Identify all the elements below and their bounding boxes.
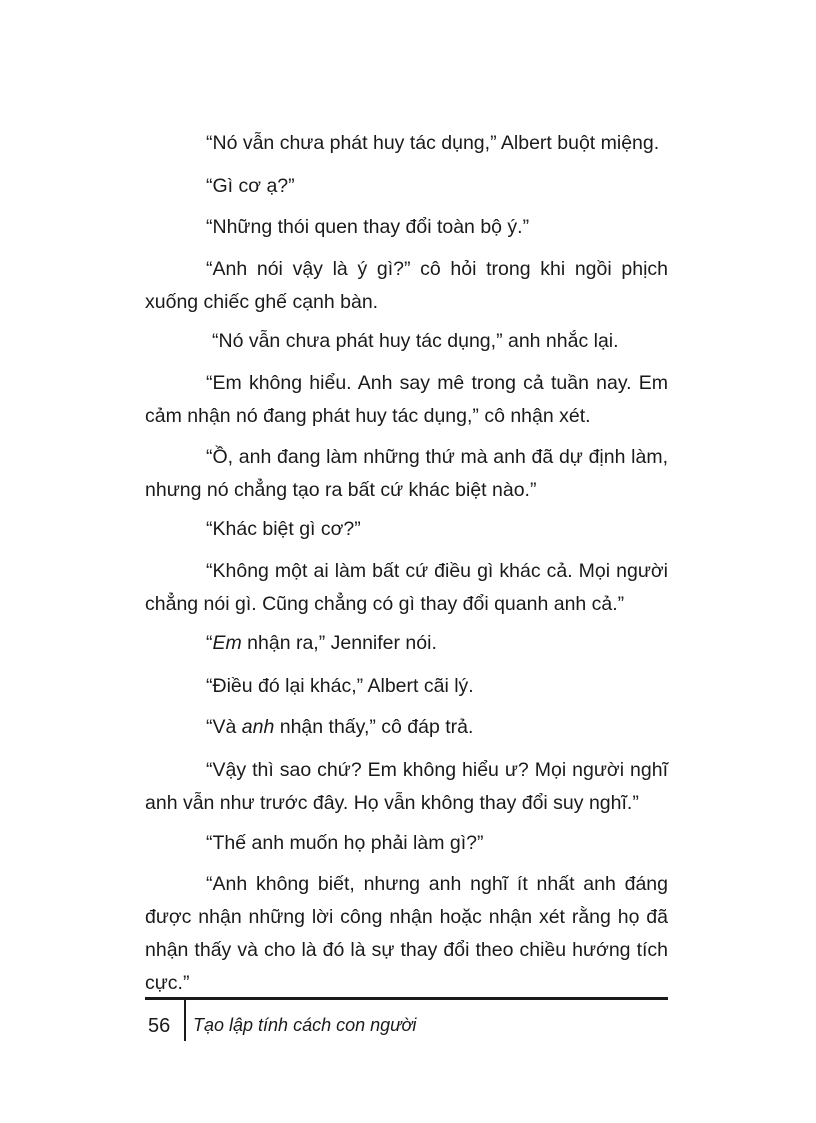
footer-rule [145, 997, 668, 1000]
paragraph: “Gì cơ ạ?” [206, 175, 295, 197]
paragraph [145, 627, 668, 660]
footer-divider [184, 999, 186, 1041]
paragraph: “Khác biệt gì cơ?” [206, 518, 361, 540]
emphasis-text: anh [241, 716, 275, 738]
paragraph-text: “Và [206, 716, 242, 738]
paragraph-text: nhận thấy,” cô đáp trả. [274, 716, 474, 738]
paragraph: “Anh không biết, nhưng anh nghĩ ít nhất anh đáng được nhận những lời công nhận hoặc nhận xét rằng họ đã nhận thấy và cho là đó là sự thay đổi theo chiều hướng tích cực.” [145, 873, 668, 994]
paragraph: “Thế anh muốn họ phải làm gì?” [206, 832, 484, 854]
paragraph: “Không một ai làm bất cứ điều gì khác cả. Mọi người chẳng nói gì. Cũng chẳng có gì thay đổi quanh anh cả.” [145, 560, 668, 615]
paragraph: “Vậy thì sao chứ? Em không hiểu ư? Mọi người nghĩ anh vẫn như trước đây. Họ vẫn không thay đổi suy nghĩ.” [145, 759, 668, 814]
paragraph: “Anh nói vậy là ý gì?” cô hỏi trong khi ngồi phịch xuống chiếc ghế cạnh bàn. [145, 258, 668, 313]
paragraph: “Em không hiểu. Anh say mê trong cả tuần nay. Em cảm nhận nó đang phát huy tác dụng,” cô nhận xét. [145, 372, 668, 427]
paragraph: “Nó vẫn chưa phát huy tác dụng,” anh nhắc lại. [212, 330, 619, 352]
page-number: 56 [148, 1015, 171, 1037]
paragraph: “Những thói quen thay đổi toàn bộ ý.” [206, 216, 530, 238]
paragraph: “Ồ, anh đang làm những thứ mà anh đã dự định làm, nhưng nó chẳng tạo ra bất cứ khác biệt nào.” [145, 446, 668, 501]
paragraph [145, 711, 668, 744]
emphasis-text: Em [212, 632, 242, 654]
book-title: Tạo lập tính cách con người [193, 1015, 417, 1035]
paragraph: “Nó vẫn chưa phát huy tác dụng,” Albert buột miệng. [206, 132, 660, 154]
paragraph-text: “ [206, 632, 213, 654]
paragraph-text: nhận ra,” Jennifer nói. [241, 632, 437, 654]
paragraph: “Điều đó lại khác,” Albert cãi lý. [206, 675, 474, 697]
